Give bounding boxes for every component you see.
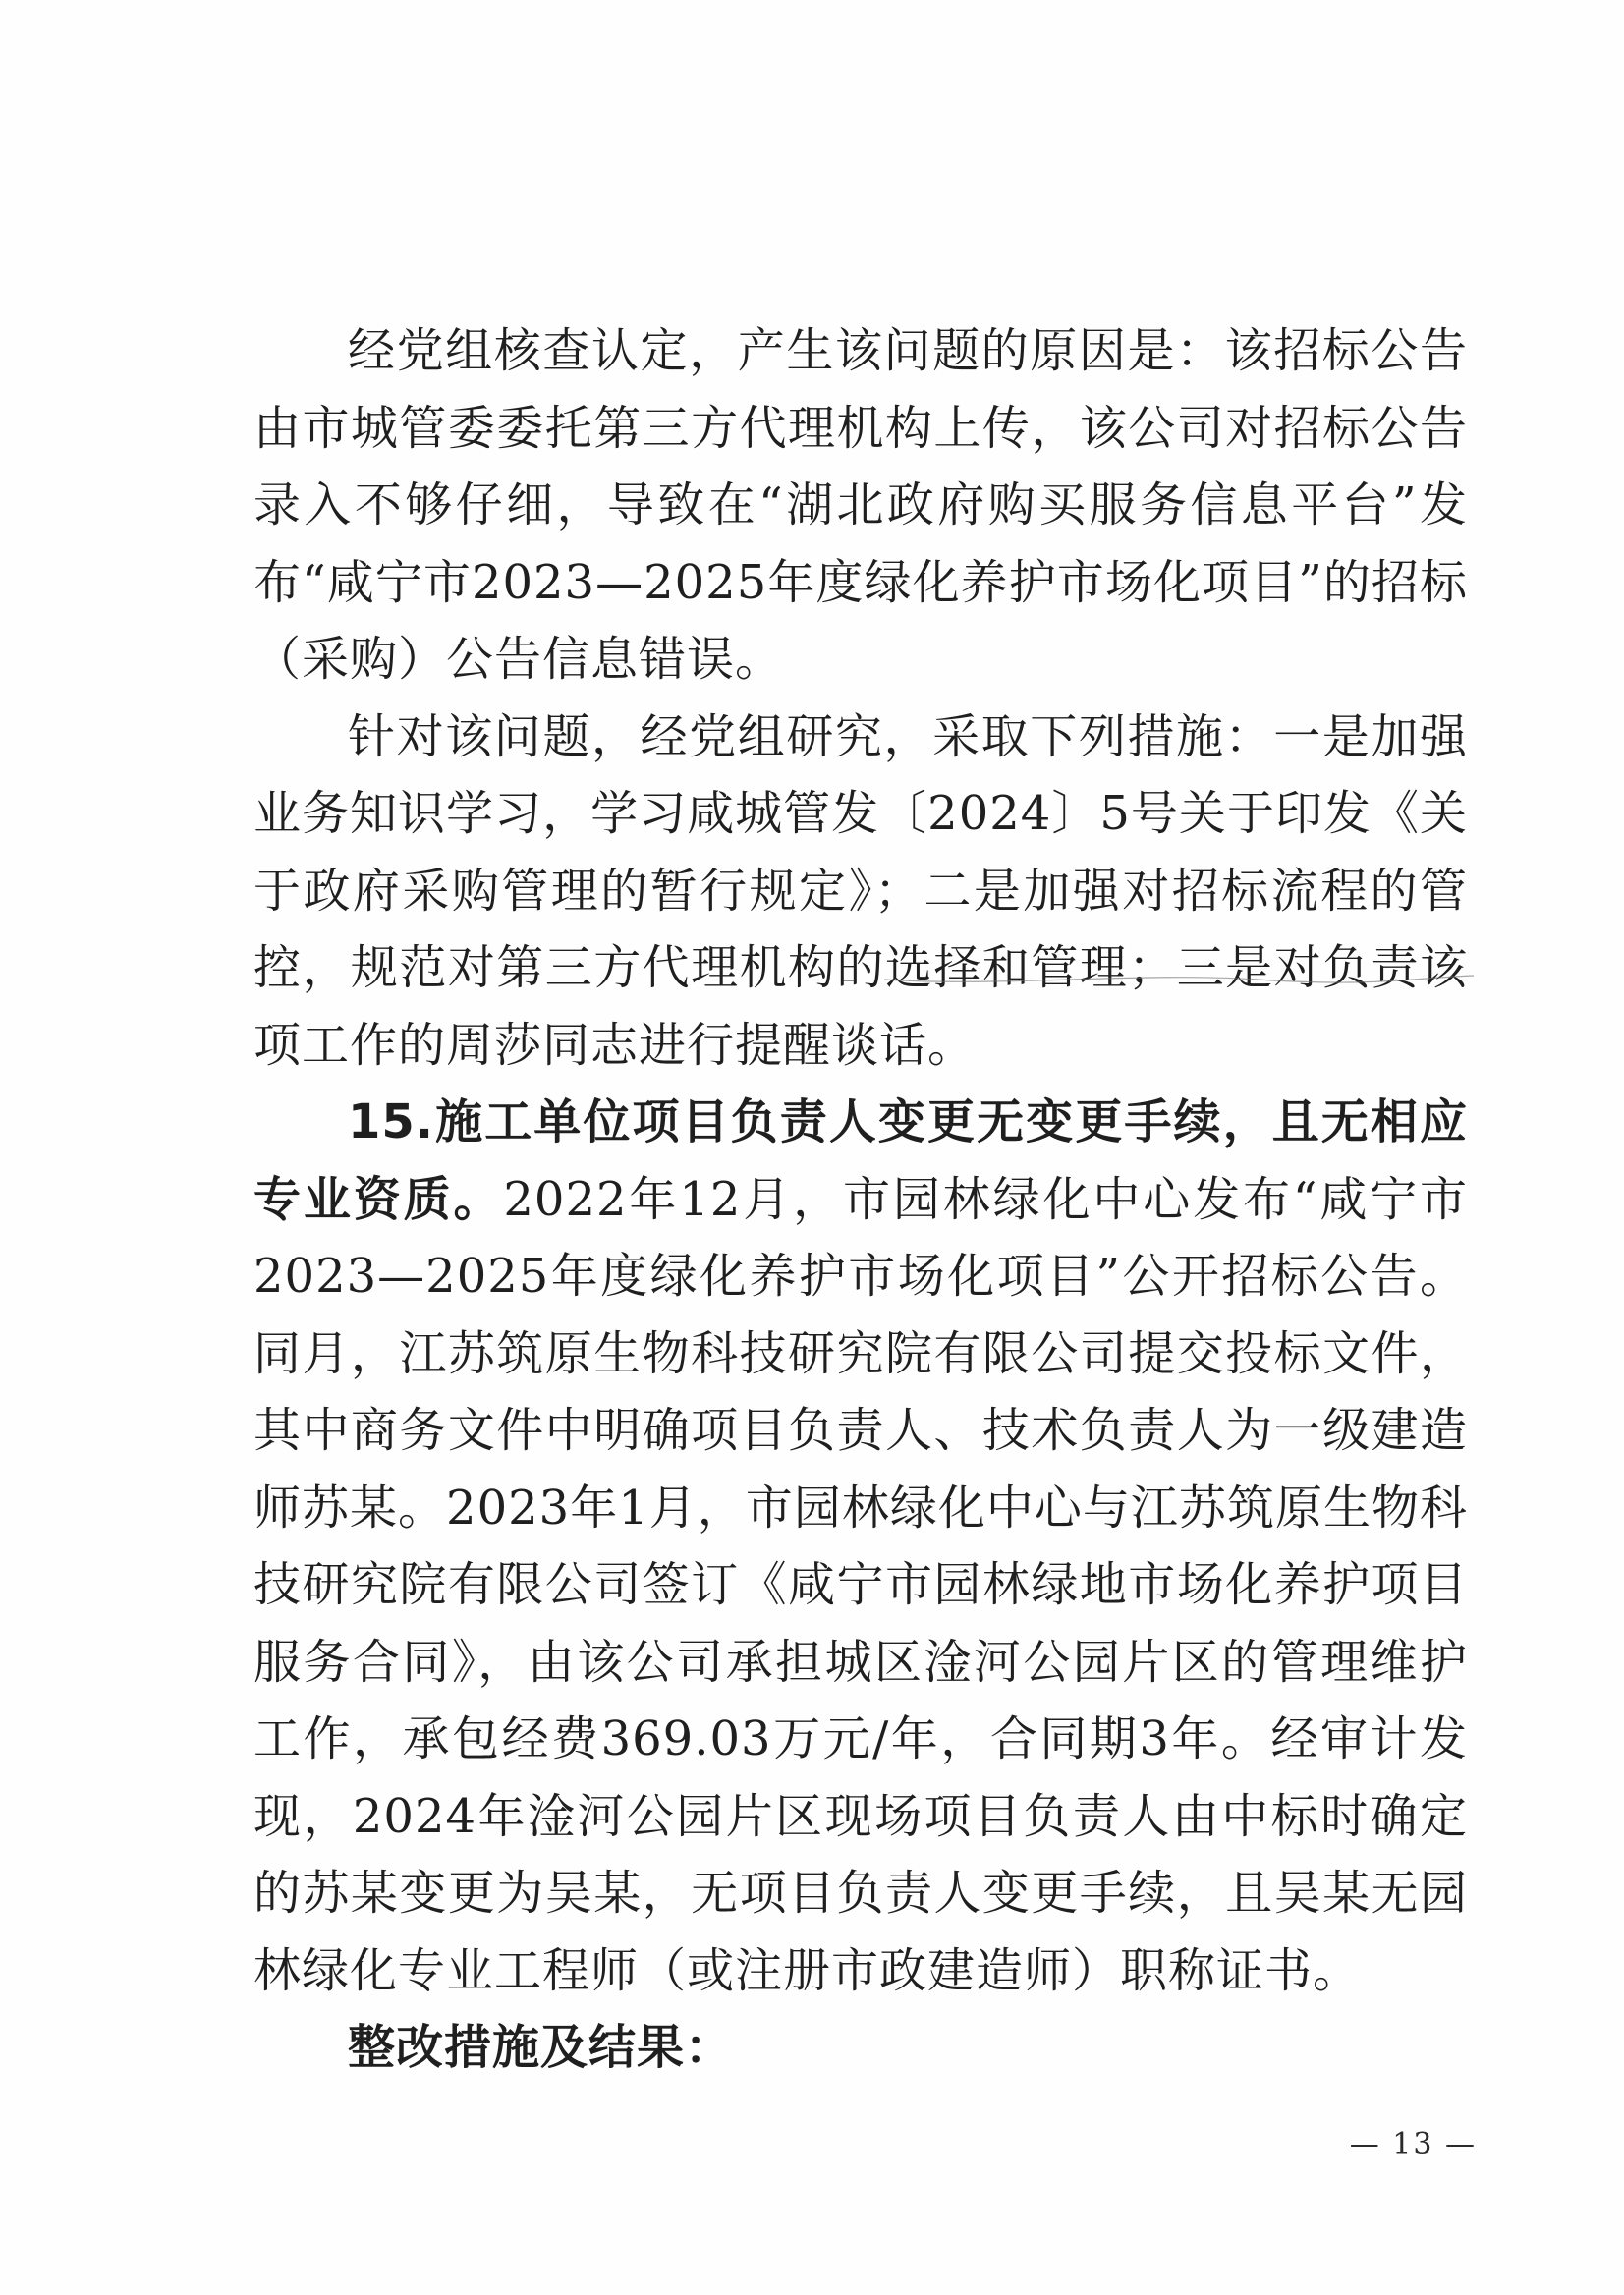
item-15-bold-lead: 15.施工单位项目负责人变更无变更手续，且无相应专业资质。: [253, 1094, 1468, 1227]
paragraph-item-15: [253, 1084, 1468, 2009]
paragraph-measures-text: 针对该问题，经党组研究，采取下列措施：一是加强业务知识学习，学习咸城管发〔2024〕5号关于印发《关于政府采购管理的暂行规定》；二是加强对招标流程的管控，规范对第三方代理机构的选择和管理；三是对负责该项工作的周莎同志进行提醒谈话。: [253, 708, 1468, 1073]
rectification-heading-text: 整改措施及结果：: [348, 2020, 734, 2075]
rectification-heading: [253, 2009, 1468, 2087]
paragraph-measures: [253, 699, 1468, 1085]
item-15-body-text: 2022年12月，市园林绿化中心发布“咸宁市2023—2025年度绿化养护市场化项目”公开招标公告。同月，江苏筑原生物科技研究院有限公司提交投标文件，其中商务文件中明确项目负责人、技术负责人为一级建造师苏某。2023年1月，市园林绿化中心与江苏筑原生物科技研究院有限公司签订《咸宁市园林绿地市场化养护项目服务合同》，由该公司承担城区淦河公园片区的管理维护工作，承包经费369.03万元/年，合同期3年。经审计发现，2024年淦河公园片区现场项目负责人由中标时确定的苏某变更为吴某，无项目负责人变更手续，且吴某无园林绿化专业工程师（或注册市政建造师）职称证书。: [253, 1171, 1468, 1998]
paragraph-cause-finding: [253, 312, 1468, 699]
document-body: [253, 312, 1468, 2087]
page-number: — 13 —: [1349, 2127, 1477, 2161]
paragraph-cause-finding-text: 经党组核查认定，产生该问题的原因是：该招标公告由市城管委委托第三方代理机构上传，该公司对招标公告录入不够仔细，导致在“湖北政府购买服务信息平台”发布“咸宁市2023—2025年度绿化养护市场化项目”的招标（采购）公告信息错误。: [253, 323, 1468, 687]
